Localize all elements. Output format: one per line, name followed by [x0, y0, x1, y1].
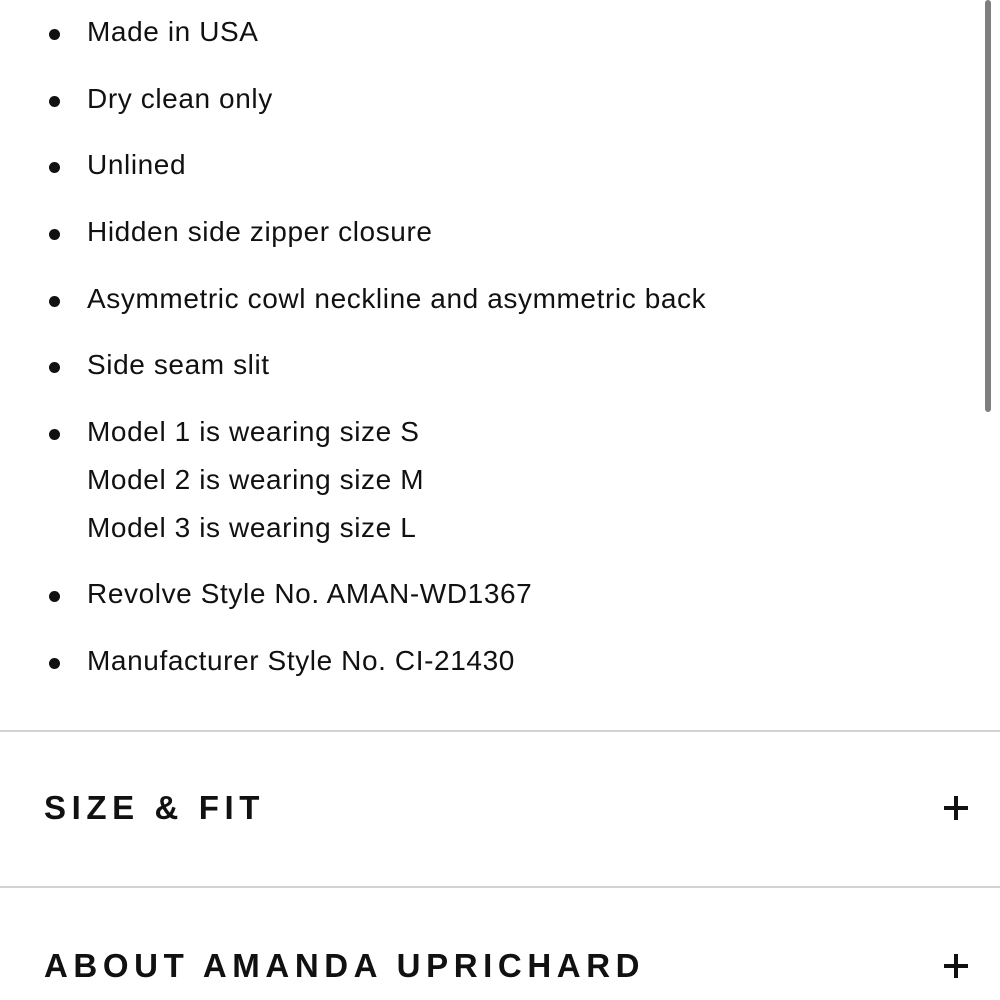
plus-icon[interactable]: [944, 796, 968, 820]
bullet-icon: [49, 296, 60, 307]
list-item-line: Model 1 is wearing size S: [87, 416, 420, 447]
list-item-text: [87, 408, 424, 552]
list-item-line: Revolve Style No. AMAN-WD1367: [87, 578, 533, 609]
accordion-size-fit[interactable]: [0, 732, 1000, 887]
list-item-text: [87, 341, 270, 389]
bullet-icon: [49, 429, 60, 440]
accordion-about-brand[interactable]: [0, 888, 1000, 1000]
plus-icon[interactable]: [944, 954, 968, 978]
bullet-icon: [49, 658, 60, 669]
accordion-title: SIZE & FIT: [44, 789, 265, 826]
bullet-icon: [49, 162, 60, 173]
list-item-text: [87, 208, 433, 256]
list-item-line: Unlined: [87, 149, 187, 180]
list-item-line: Model 2 is wearing size M: [87, 464, 425, 495]
bullet-icon: [49, 362, 60, 373]
list-item-line: Side seam slit: [87, 349, 270, 380]
list-item-text: [87, 570, 532, 618]
bullet-icon: [49, 229, 60, 240]
list-item-line: Dry clean only: [87, 83, 273, 114]
list-item-line: Manufacturer Style No. CI-21430: [87, 645, 515, 676]
bullet-icon: [49, 29, 60, 40]
list-item-line: Asymmetric cowl neckline and asymmetric back: [87, 283, 707, 314]
list-item-text: [87, 275, 706, 323]
list-item-text: [87, 8, 259, 56]
list-item-line: Made in USA: [87, 16, 259, 47]
accordion-title: ABOUT AMANDA UPRICHARD: [44, 947, 646, 984]
list-item-text: [87, 141, 186, 189]
list-item-line: Model 3 is wearing size L: [87, 512, 417, 543]
list-item-text: [87, 75, 273, 123]
scrollbar-thumb[interactable]: [985, 0, 991, 412]
bullet-icon: [49, 591, 60, 602]
bullet-icon: [49, 96, 60, 107]
list-item-text: [87, 637, 515, 685]
list-item-line: Hidden side zipper closure: [87, 216, 433, 247]
